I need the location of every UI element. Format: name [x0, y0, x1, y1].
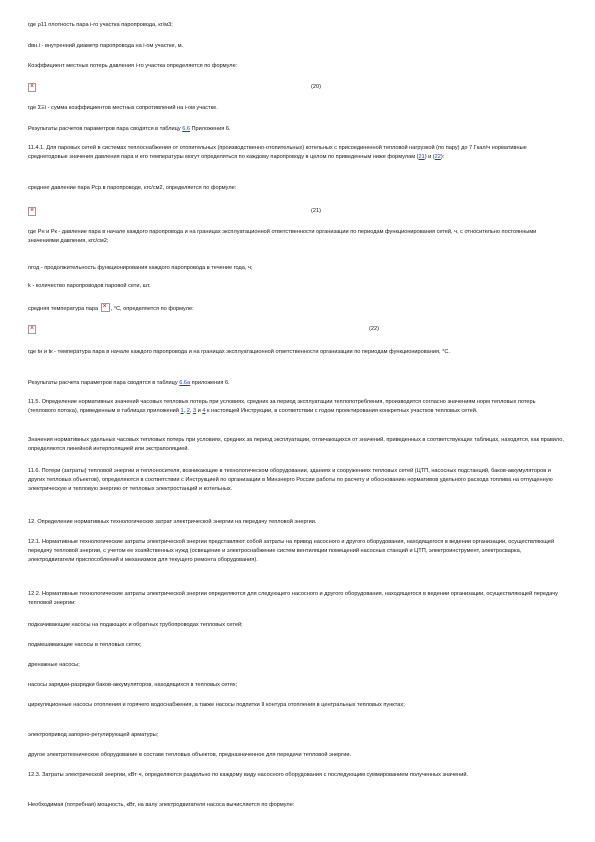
broken-image-icon [28, 83, 36, 92]
section-heading: 12. Определение нормативных технологических затрат электрической энергии на передачу тепловой энергии. [28, 519, 317, 525]
paragraph: Значения нормативных удельных часовых тепловых потерь при условиях, средних за период эксплуатации, отличающихся от значений, приведенных в соответствующих таблицах, находятся, как правило, определяются линейной интерполяцией или экстраполяцией. [28, 437, 564, 452]
text-run: , [183, 408, 187, 414]
text-run: , °С, определяется по формуле: [110, 306, 194, 312]
paragraph: 11.6. Потери (затраты) тепловой энергии и теплоносителя, возникающие в технологическом оборудовании, зданиях и сооружениях тепловых сетей (ЦТП, насосных подстанций, баков-аккумуляторов и других тепловых объектов), определяются в соответствии с Инструкцией по организации в Минэнерго России работы по расчету и обоснованию нормативов удельного расхода топлива на отпущенную электрическую и тепловую энергию от тепловых электростанций и котельных. [28, 468, 553, 492]
text-run: и [196, 408, 203, 414]
formula-21 [28, 207, 564, 217]
paragraph: Коэффициент местных потерь давления i-го участка определяется по формуле: [28, 63, 238, 69]
text-run: к настоящей Инструкции, в соответствии с годом проектирования конкретных участков тепловых сетей. [205, 408, 478, 414]
paragraph: где ΣΞi - сумма коэффициентов местных сопротивлений на i-ом участке. [28, 105, 218, 111]
paragraph: dвн.i - внутренний диаметр паропровода на i-ом участке, м. [28, 43, 184, 49]
text-run: 11.4.1. Для паровых сетей в системах теплоснабжения от отопительных (производственно-отопительных) котельных с присоединенной тепловой нагрузкой (по пару) до 7 Гкал/ч нормативные среднегодовые значения давления пара и его температуры могут определяться по каждому паропроводу в целом по приведенным ниже формулам ( [28, 145, 527, 160]
formula-link-22[interactable]: 22 [434, 154, 441, 160]
paragraph [28, 144, 564, 162]
broken-image-icon [101, 303, 110, 312]
paragraph [28, 303, 564, 314]
paragraph: где tн и tк - температура пара в начале каждого паропровода и на границах эксплуатационной ответственности организации по периодам функционирования, °С. [28, 349, 450, 355]
text-run: Приложения 6. [189, 126, 231, 132]
text-run: приложения 6. [190, 380, 230, 386]
paragraph [28, 398, 564, 416]
paragraph [28, 125, 564, 134]
text-run: , [189, 408, 193, 414]
broken-image-icon [28, 207, 36, 216]
paragraph: 12.3. Затраты электрической энергии, кВт·ч, определяются раздельно по каждому виду насосного оборудования с последующим суммированием полученных значений. [28, 772, 469, 778]
table-link[interactable]: 6.6а [179, 380, 191, 386]
text-run: средняя температура пара [28, 306, 100, 312]
paragraph [28, 379, 564, 388]
list-item: подкачивающие насосы на подающих и обратных трубопроводах тепловых сетей; [28, 622, 243, 628]
appendix-link-1[interactable]: 1 [180, 408, 184, 414]
paragraph: 12.1. Нормативные технологические затраты электрической энергии представляют собой затраты на привод насосного и другого оборудования, находящегося в ведении организации, осуществляющей передачу тепловой энергии, с учетом ее хозяйственных нужд (освещение и электроснабжение систем вентиляции помещений насосных станций и ЦТП, электроинструмент, электросварка, электродвигатели приспособлений и механизмов для текущего ремонта оборудования). [28, 539, 555, 563]
list-item: дренажные насосы; [28, 662, 80, 668]
paragraph: k - количество паропроводов паровой сети, шт. [28, 283, 151, 289]
formula-20 [28, 83, 564, 93]
list-item: циркуляционные насосы отопления и горячего водоснабжения, а также насосы подпитки II контура отопления в центральных тепловых пунктах; [28, 702, 405, 708]
appendix-link-3[interactable]: 3 [192, 408, 197, 414]
text-run: Результаты расчетов параметров пара сводятся в таблицу [28, 126, 183, 132]
paragraph: среднее давление пара Рср в паропроводе, кгс/см2, определяется по формуле: [28, 185, 237, 191]
list-item: насосы зарядки-разрядки баков-аккумуляторов, находящихся в тепловых сетях; [28, 682, 238, 688]
text-run: ): [440, 154, 445, 160]
text-run: Результаты расчета параметров пара сводятся в таблицу [28, 380, 180, 386]
formula-link-21[interactable]: 21 [418, 154, 425, 160]
paragraph: где Рн и Рк - давление пара в начале каждого паропровода и на границах эксплуатационной ответственности организации по периодам функционирования сетей, ч, с относительно постоянными значениями давления, кгс/см2; [28, 229, 537, 244]
equation-number: (20) [311, 84, 321, 90]
text-run: ) и ( [424, 154, 435, 160]
paragraph: 12.2. Нормативные технологические затраты электрической энергии определяются для следующего насосного и другого оборудования, находящегося в ведении организации, осуществляющей передачу тепловой энергии: [28, 591, 558, 606]
equation-number: (21) [311, 208, 321, 214]
list-item: электропривод запорно-регулирующей арматуры; [28, 732, 159, 738]
equation-number: (22) [369, 326, 379, 332]
paragraph: nгод - продолжительность функционирования каждого паропровода в течение года, ч; [28, 265, 253, 271]
appendix-link-4[interactable]: 4 [202, 408, 206, 414]
text-run: 11.5. Определение нормативных значений часовых тепловых потерь при условиях, средних за период эксплуатации теплопотребления, производится согласно значениям норм тепловых потерь (теплового потока), приведенным в таблицах приложений [28, 399, 536, 414]
appendix-link-2[interactable]: 2 [186, 408, 190, 414]
paragraph: Необходимая (потребная) мощность, кВт, на валу электродвигателя насоса вычисляется по формуле: [28, 802, 295, 808]
paragraph: где ρ11 плотность пара i-го участка паропровода, кг/м3; [28, 22, 173, 28]
broken-image-icon [28, 325, 36, 334]
list-item: подмешивающие насосы в тепловых сетях; [28, 642, 142, 648]
table-link[interactable]: 6.6 [182, 126, 190, 132]
formula-22 [28, 325, 564, 335]
list-item: другое электротехническое оборудование в составе тепловых объектов, предназначенное для передачи тепловой энергии. [28, 752, 352, 758]
